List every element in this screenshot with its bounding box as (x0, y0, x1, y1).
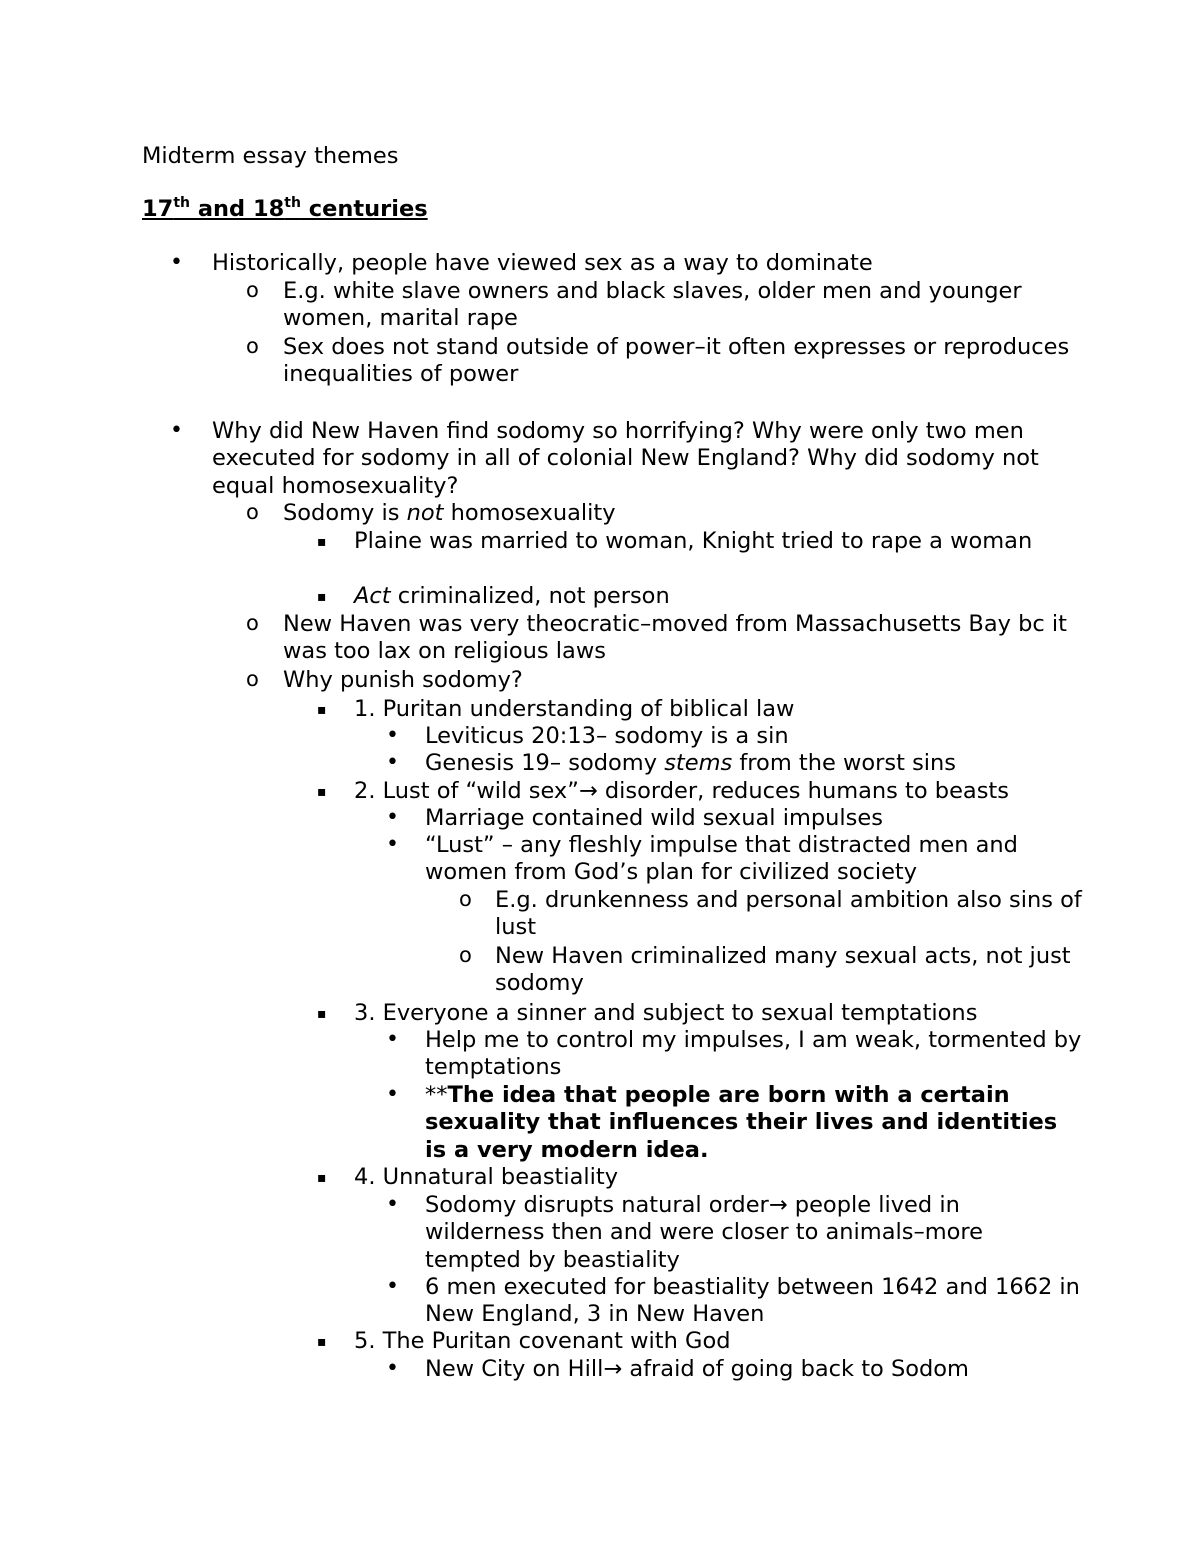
disc-bullet-icon: • (386, 805, 399, 830)
text-run: homosexuality (443, 500, 616, 526)
list-item: Sex does not stand outside of power–it often expresses or reproduces inequalities of power (283, 334, 1070, 388)
text-run-italic: stems (664, 750, 733, 776)
disc-bullet-icon: • (170, 250, 183, 275)
list-item: Marriage contained wild sexual impulses (425, 805, 883, 831)
disc-bullet-icon: • (386, 750, 399, 775)
text-run: Genesis 19– sodomy (425, 750, 665, 776)
heading-part: and 18 (189, 196, 285, 222)
heading-sup: th (284, 195, 301, 211)
list-item: 4. Unnatural beastiality (354, 1164, 619, 1190)
heading-part: centuries (300, 196, 428, 222)
list-item: 1. Puritan understanding of biblical law (354, 696, 795, 722)
list-item: Sodomy disrupts natural order→ people lived in wilderness then and were closer to animals–more tempted by beastiality (425, 1192, 984, 1273)
square-bullet-icon: ▪ (317, 1170, 327, 1186)
list-item (283, 500, 1083, 527)
list-item: Help me to control my impulses, I am weak, tormented by temptations (425, 1027, 1082, 1081)
list-item: E.g. drunkenness and personal ambition also sins of lust (495, 887, 1082, 941)
heading-part: 17 (142, 196, 174, 222)
list-item: New City on Hill→ afraid of going back to Sodom (425, 1356, 969, 1382)
square-bullet-icon: ▪ (317, 534, 327, 550)
list-item (425, 1082, 1085, 1164)
list-item (425, 750, 1085, 777)
list-item: Why punish sodomy? (283, 667, 523, 693)
square-bullet-icon: ▪ (317, 702, 327, 718)
disc-bullet-icon: • (386, 1192, 399, 1217)
list-item: Leviticus 20:13– sodomy is a sin (425, 723, 789, 749)
square-bullet-icon: ▪ (317, 1334, 327, 1350)
list-item (354, 583, 1084, 610)
text-run: criminalized, not person (390, 583, 670, 609)
disc-bullet-icon: • (386, 723, 399, 748)
square-bullet-icon: ▪ (317, 589, 327, 605)
circle-bullet-icon: o (246, 334, 259, 358)
disc-bullet-icon: • (386, 1082, 399, 1107)
circle-bullet-icon: o (459, 887, 472, 911)
list-item: 6 men executed for beastiality between 1642 and 1662 in New England, 3 in New Haven (425, 1274, 1080, 1328)
list-item: 2. Lust of “wild sex”→ disorder, reduces humans to beasts (354, 778, 1009, 804)
list-item: New Haven was very theocratic–moved from Massachusetts Bay bc it was too lax on religious laws (283, 611, 1068, 665)
disc-bullet-icon: • (170, 418, 183, 443)
circle-bullet-icon: o (459, 943, 472, 967)
list-item: Plaine was married to woman, Knight tried to rape a woman (354, 528, 1033, 554)
text-run: ** (425, 1082, 448, 1108)
text-run-italic: Act (354, 583, 391, 609)
text-run-italic: not (406, 500, 444, 526)
text-run-bold: The idea that people are born with a certain sexuality that influences their lives and identities is a very modern idea. (425, 1082, 1058, 1163)
circle-bullet-icon: o (246, 500, 259, 524)
list-item: Historically, people have viewed sex as a way to dominate (212, 250, 873, 276)
circle-bullet-icon: o (246, 278, 259, 302)
list-item: 3. Everyone a sinner and subject to sexual temptations (354, 1000, 978, 1026)
text-run: from the worst sins (732, 750, 957, 776)
list-item: “Lust” – any fleshly impulse that distracted men and women from God’s plan for civilized society (425, 832, 1018, 886)
disc-bullet-icon: • (386, 1027, 399, 1052)
document-title: Midterm essay themes (142, 143, 399, 169)
list-item: 5. The Puritan covenant with God (354, 1328, 731, 1354)
square-bullet-icon: ▪ (317, 784, 327, 800)
section-heading (142, 195, 428, 223)
list-item: E.g. white slave owners and black slaves, older men and younger women, marital rape (283, 278, 1022, 332)
circle-bullet-icon: o (246, 611, 259, 635)
list-item: New Haven criminalized many sexual acts, not just sodomy (495, 943, 1071, 997)
disc-bullet-icon: • (386, 832, 399, 857)
disc-bullet-icon: • (386, 1274, 399, 1299)
text-run: Sodomy is (283, 500, 407, 526)
square-bullet-icon: ▪ (317, 1006, 327, 1022)
list-item: Why did New Haven find sodomy so horrifying? Why were only two men executed for sodomy in all of colonial New England? Why did sodomy not equal homosexuality? (212, 418, 1039, 499)
circle-bullet-icon: o (246, 667, 259, 691)
heading-sup: th (173, 195, 190, 211)
disc-bullet-icon: • (386, 1356, 399, 1381)
